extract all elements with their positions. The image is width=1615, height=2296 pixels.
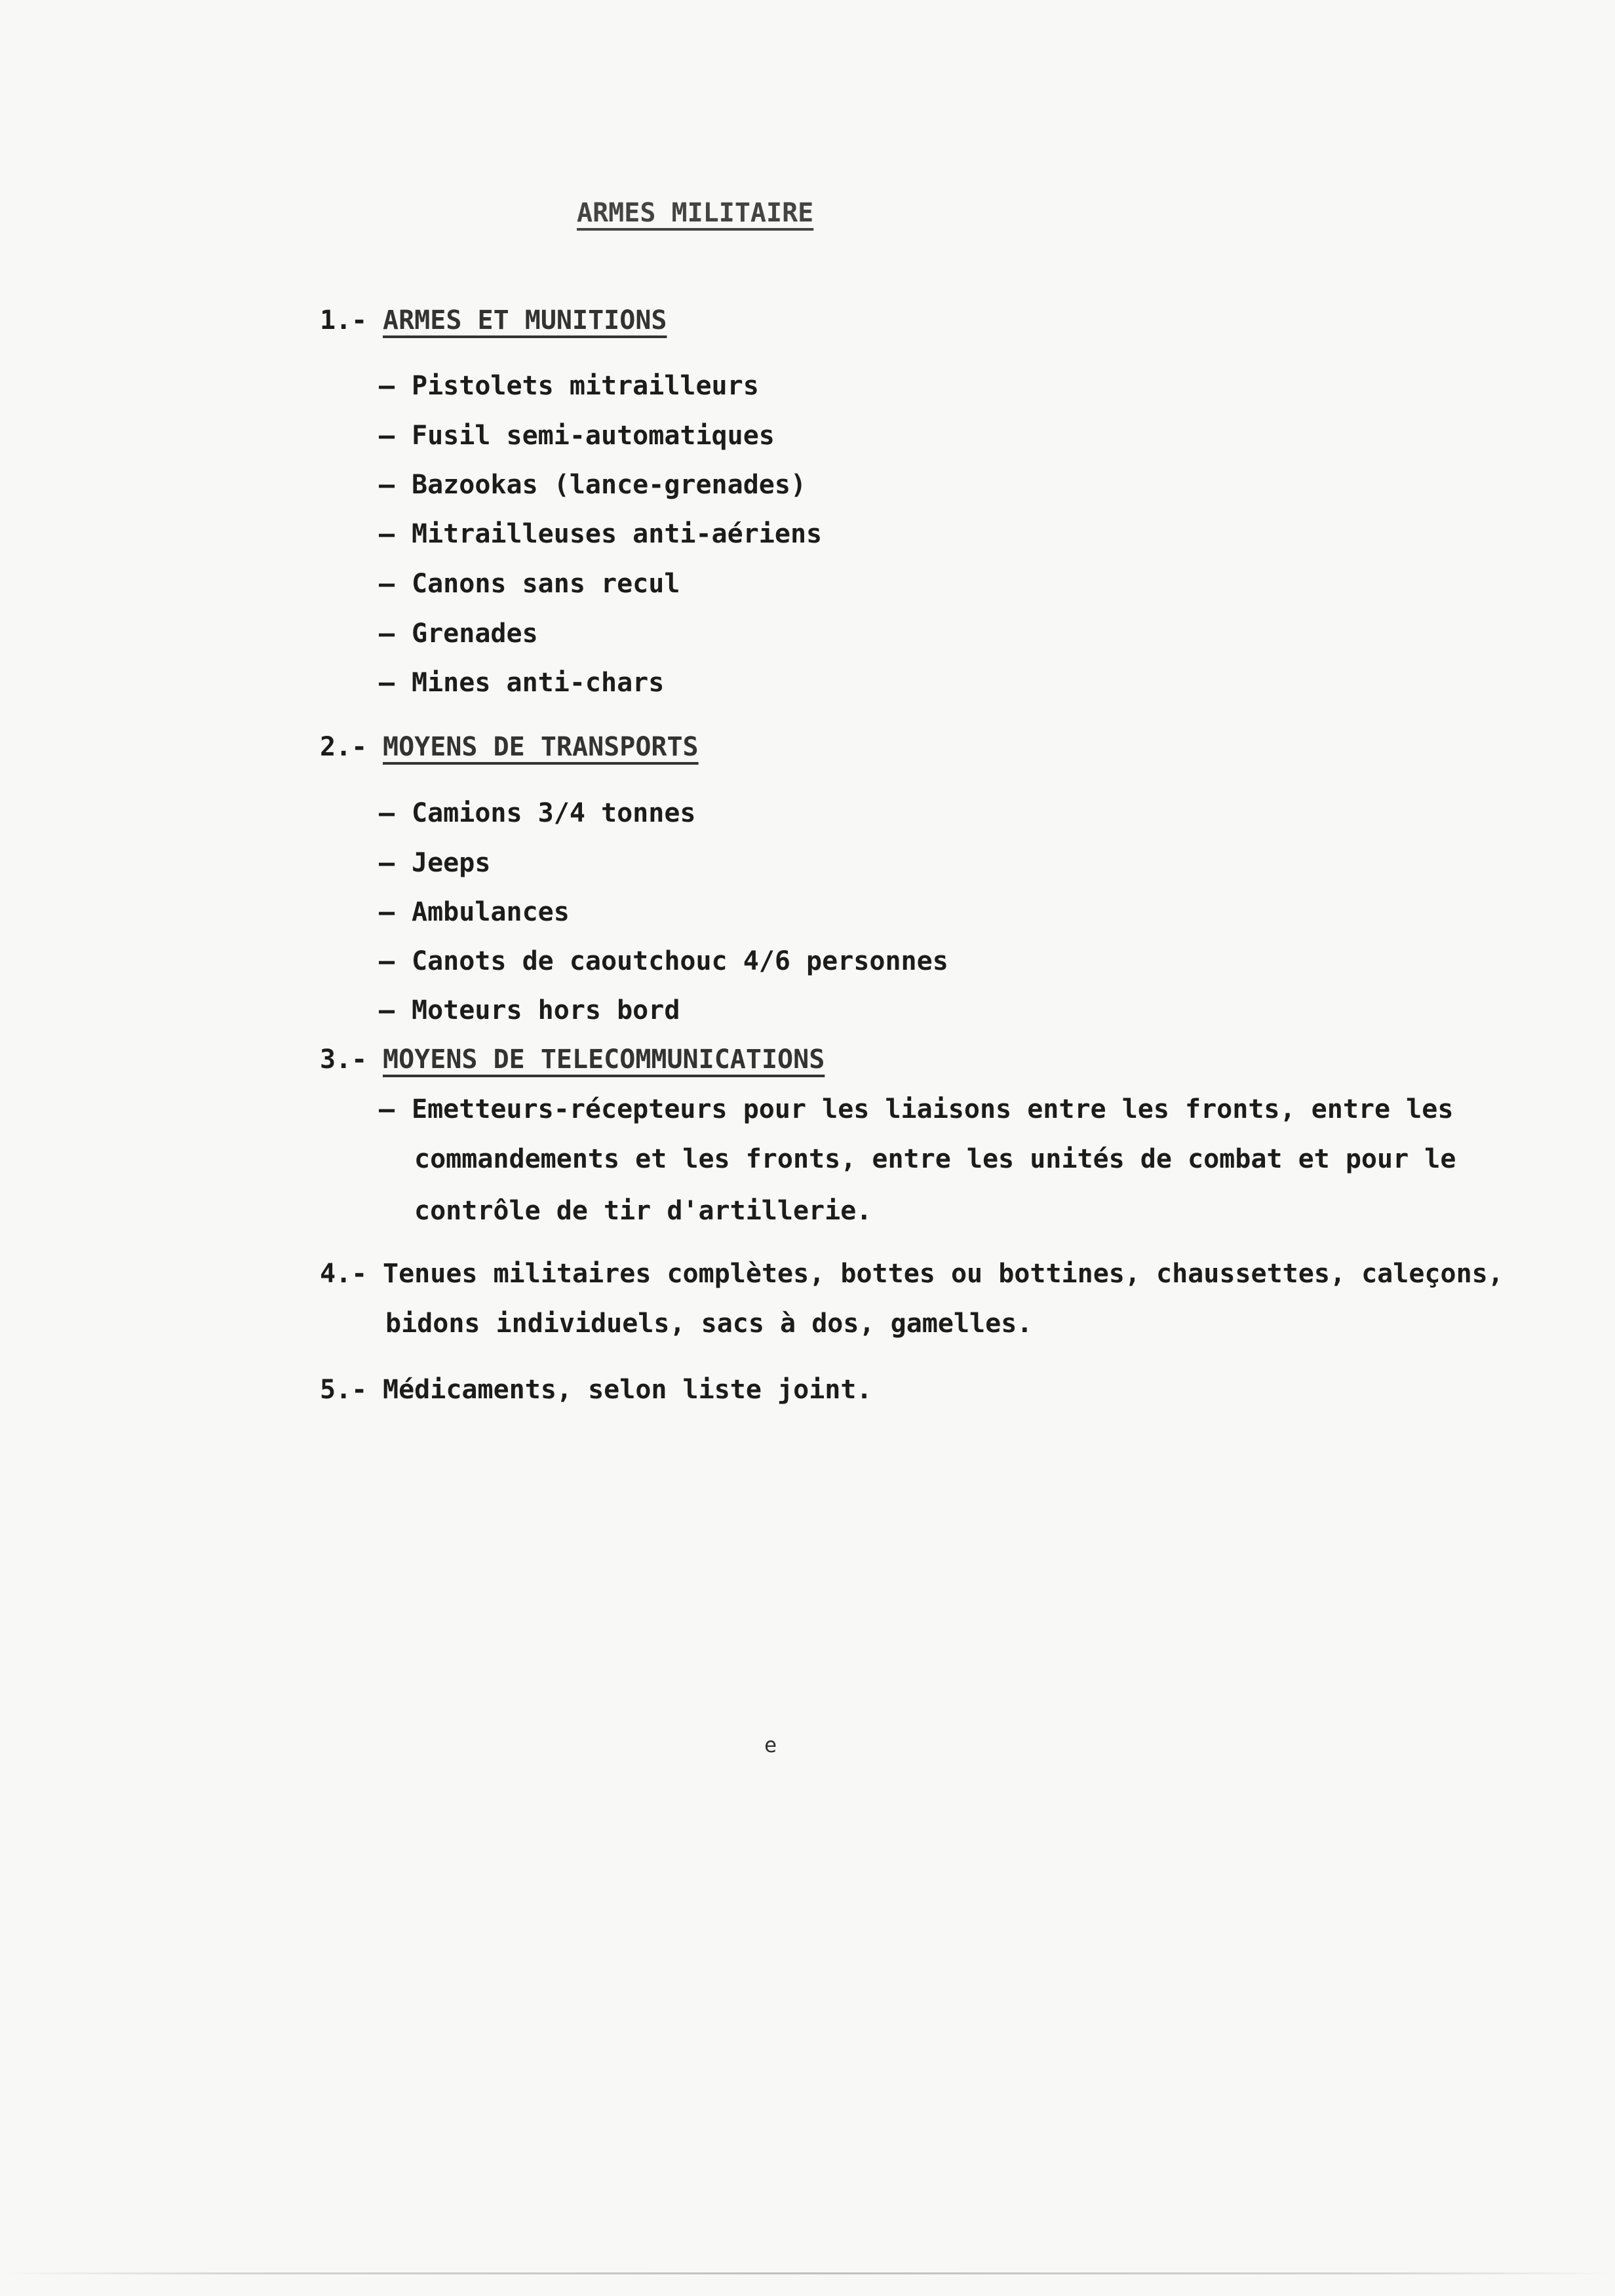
section-2-heading [320,732,699,762]
section-4-number: 4.- [320,1259,368,1289]
section-3-heading [320,1044,825,1075]
section-5-heading [320,1375,872,1405]
list-item: – Canots de caoutchouc 4/6 personnes [379,946,948,976]
list-item: – Canons sans recul [379,569,680,599]
list-item: – Ambulances [379,897,570,927]
section-2-title: MOYENS DE TRANSPORTS [383,732,699,762]
list-item: – Fusil semi-automatiques [379,421,775,451]
list-item: – Pistolets mitrailleurs [379,371,759,401]
paragraph-line: Médicaments, selon liste joint. [383,1375,872,1405]
section-1-heading [320,305,667,335]
list-item: – Bazookas (lance-grenades) [379,470,807,500]
section-2-number: 2.- [320,732,368,762]
paragraph-line: – Emetteurs-récepteurs pour les liaisons entre les fronts, entre les [379,1094,1454,1124]
list-item: – Mines anti-chars [379,668,665,698]
section-4-heading [320,1259,1504,1289]
paragraph-line: bidons individuels, sacs à dos, gamelles. [385,1309,1033,1339]
section-1-title: ARMES ET MUNITIONS [383,305,667,335]
list-item: – Jeeps [379,848,491,878]
page-mark: e [764,1732,777,1757]
section-3-number: 3.- [320,1044,368,1075]
list-item: – Mitrailleuses anti-aériens [379,519,823,549]
list-item: – Moteurs hors bord [379,995,680,1025]
section-1-number: 1.- [320,305,368,335]
list-item: – Camions 3/4 tonnes [379,798,696,828]
paragraph-line: contrôle de tir d'artillerie. [414,1196,872,1226]
paragraph-line: Tenues militaires complètes, bottes ou bottines, chaussettes, caleçons, [383,1259,1504,1289]
scan-edge-line [0,2272,1615,2274]
document-title: ARMES MILITAIRE [577,198,814,228]
paragraph-line: commandements et les fronts, entre les unités de combat et pour le [414,1144,1456,1174]
section-5-number: 5.- [320,1375,368,1405]
list-item: – Grenades [379,619,538,649]
section-3-title: MOYENS DE TELECOMMUNICATIONS [383,1044,825,1075]
